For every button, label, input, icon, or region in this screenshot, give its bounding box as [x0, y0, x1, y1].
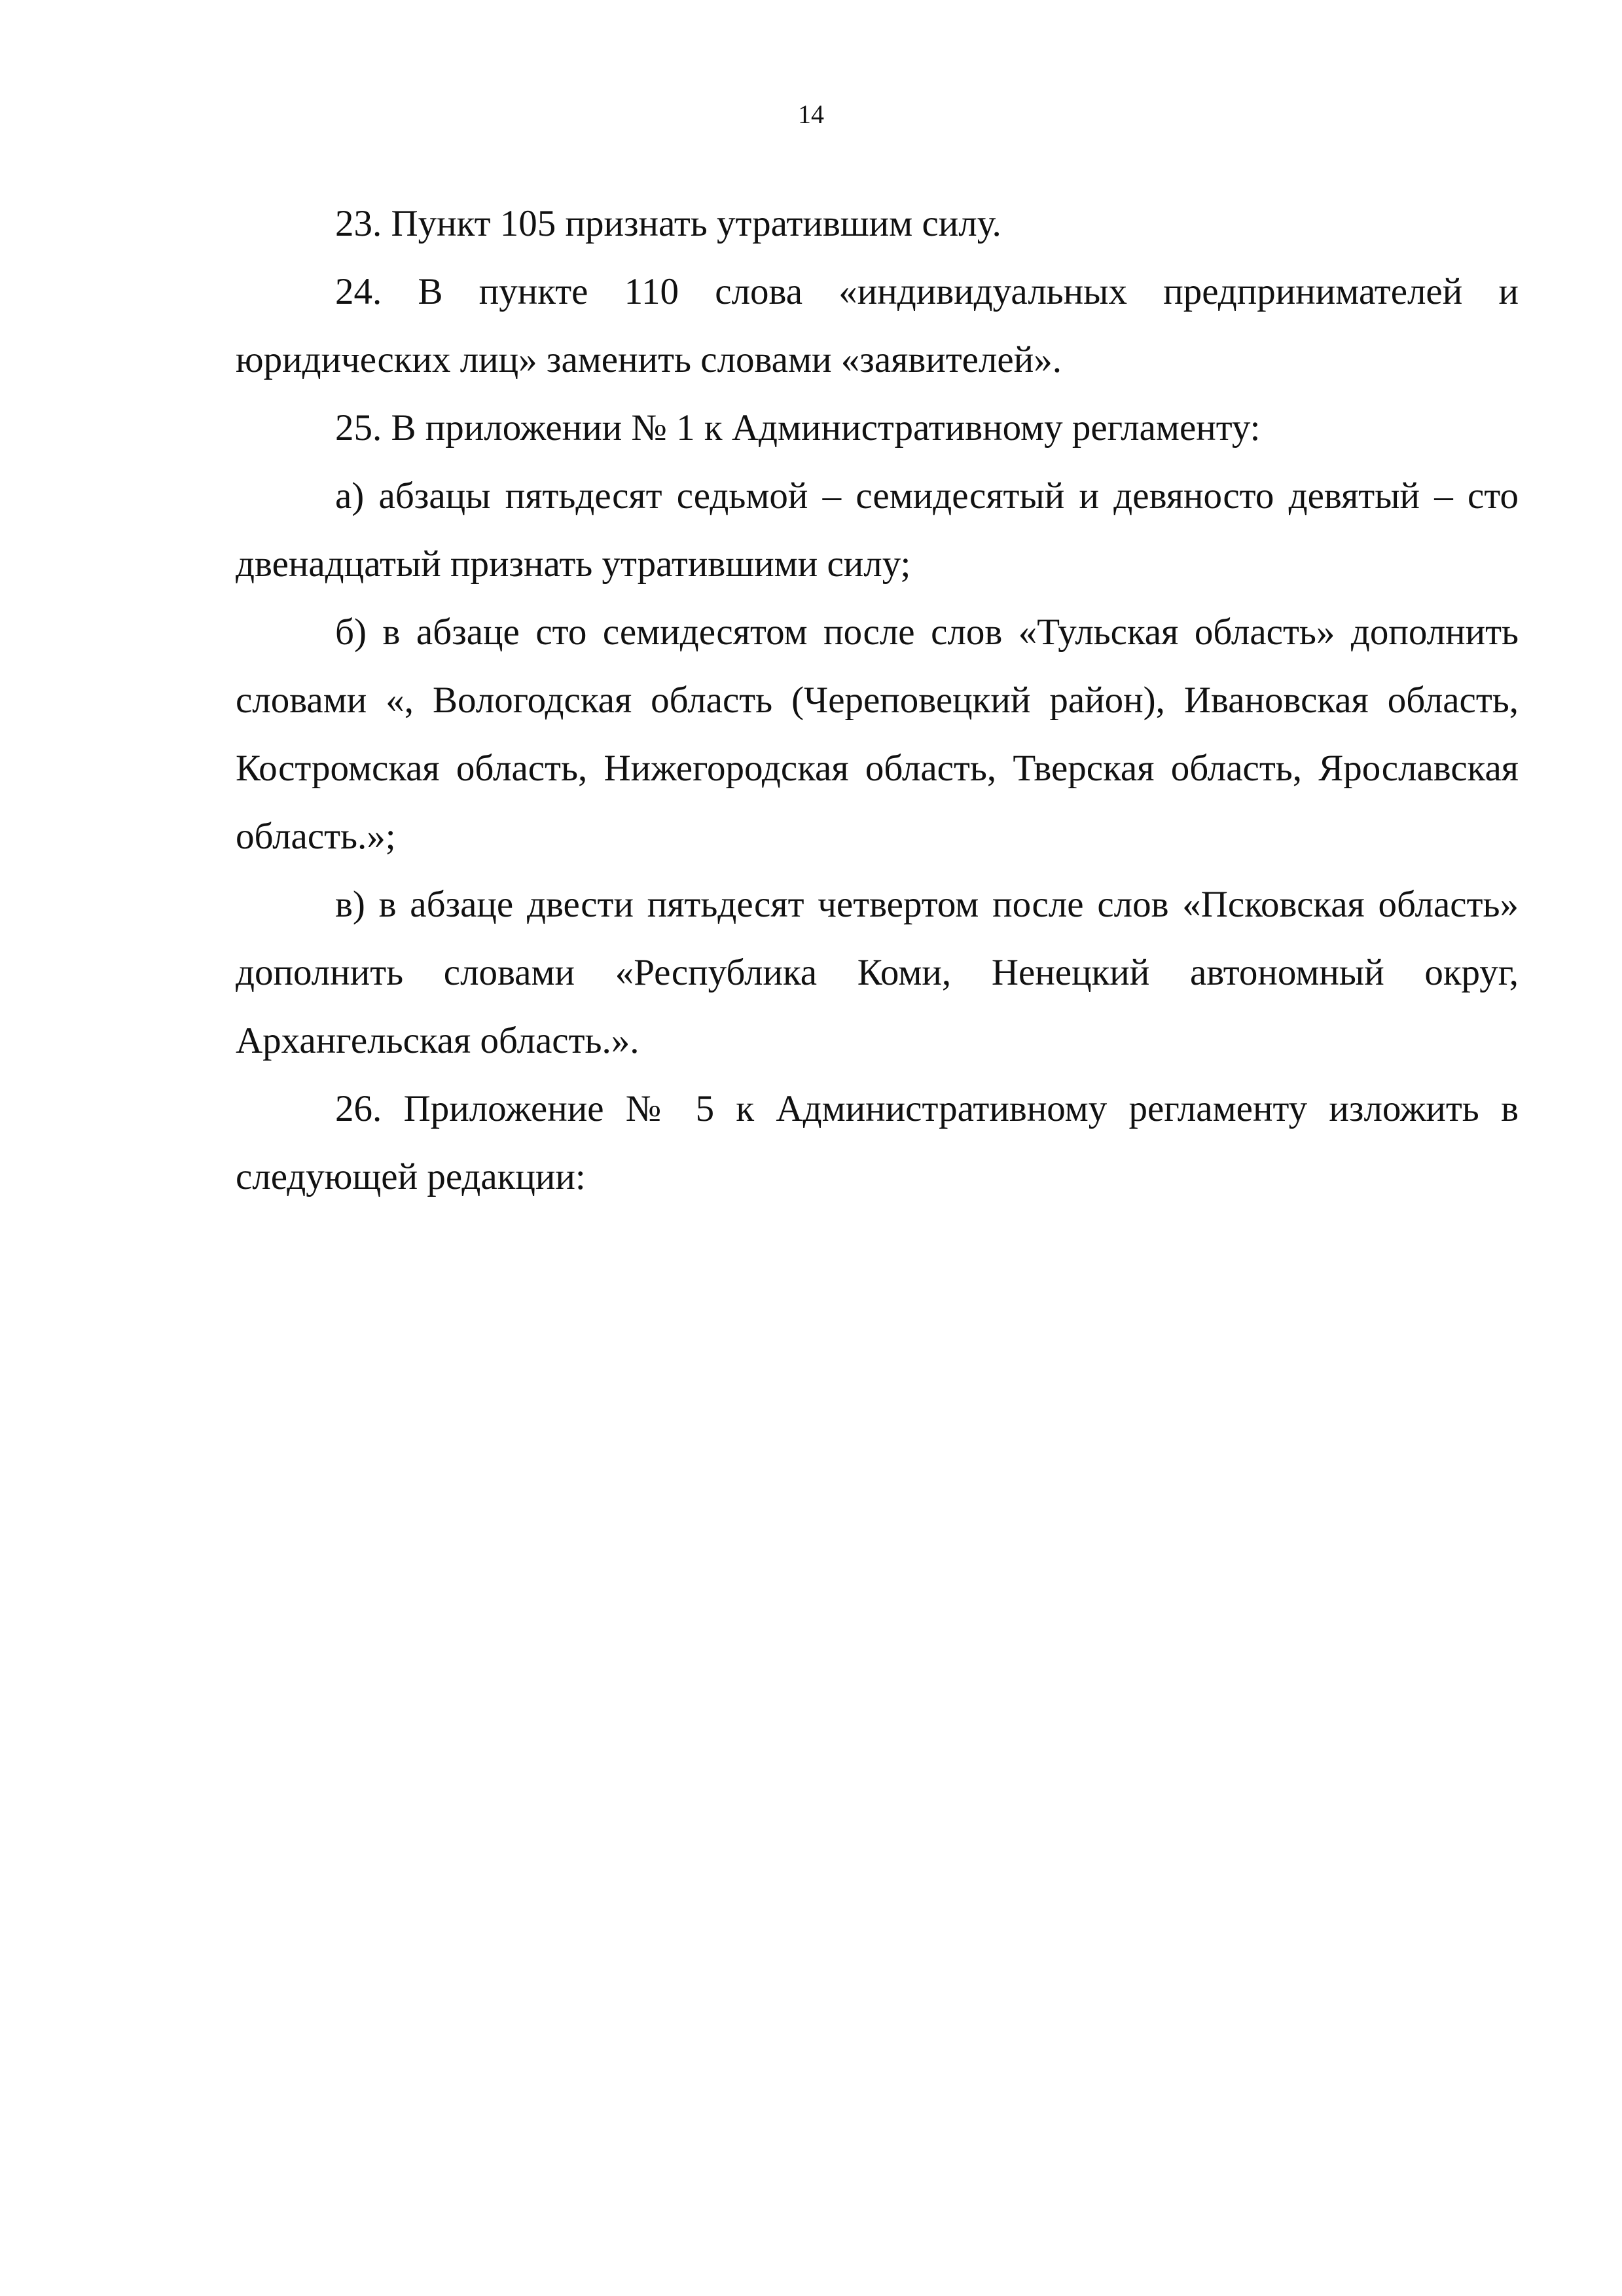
paragraph-item-23: 23. Пункт 105 признать утратившим силу. [335, 203, 1001, 244]
paragraph-item-26: 26. Приложение № 5 к Административному регламенту изложить в следующей редакции: [236, 1088, 1519, 1197]
paragraph-subitem-b: б) в абзаце сто семидесятом после слов «Тульская область» дополнить словами «, Вологодская область (Череповецкий район), Ивановская область, Костромская область, Нижегородская область, Тверская область, Ярославская область.»; [236, 611, 1519, 857]
document-body [236, 190, 1519, 1211]
paragraph-subitem-a: а) абзацы пятьдесят седьмой – семидесятый и девяносто девятый – сто двенадцатый признать утратившими силу; [236, 475, 1519, 585]
paragraph-item-25: 25. В приложении № 1 к Административному регламенту: [335, 407, 1261, 448]
paragraph-item-24: 24. В пункте 110 слова «индивидуальных предпринимателей и юридических лиц» заменить словами «заявителей». [236, 271, 1519, 380]
paragraph-subitem-v: в) в абзаце двести пятьдесят четвертом после слов «Псковская область» дополнить словами «Республика Коми, Ненецкий автономный округ, Архангельская область.». [236, 884, 1519, 1061]
page-number: 14 [798, 100, 824, 129]
